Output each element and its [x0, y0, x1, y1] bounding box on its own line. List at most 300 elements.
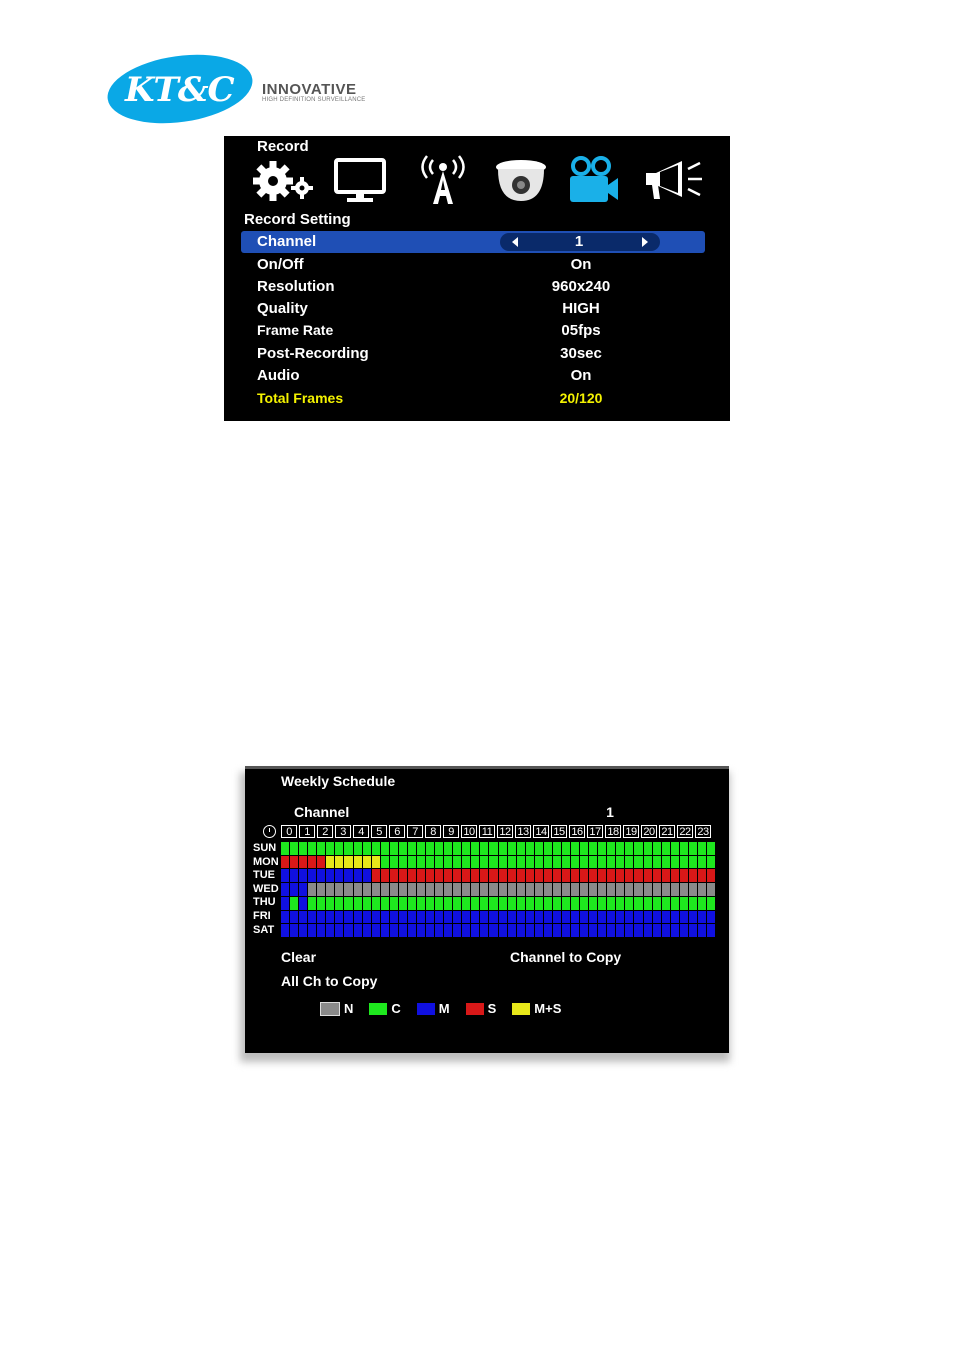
schedule-cell[interactable]: [290, 883, 298, 896]
schedule-cell[interactable]: [299, 897, 307, 910]
schedule-cell[interactable]: [372, 869, 380, 882]
schedule-cell[interactable]: [390, 856, 398, 869]
schedule-cell[interactable]: [281, 869, 289, 882]
schedule-cell[interactable]: [344, 897, 352, 910]
schedule-cell[interactable]: [598, 856, 606, 869]
schedule-cell[interactable]: [680, 924, 688, 937]
schedule-cell[interactable]: [480, 911, 488, 924]
schedule-cell[interactable]: [680, 869, 688, 882]
schedule-cell[interactable]: [707, 911, 715, 924]
schedule-cell[interactable]: [344, 911, 352, 924]
schedule-cell[interactable]: [290, 897, 298, 910]
schedule-cell[interactable]: [390, 897, 398, 910]
schedule-cell[interactable]: [471, 924, 479, 937]
schedule-cell[interactable]: [335, 911, 343, 924]
schedule-cell[interactable]: [363, 842, 371, 855]
audio-row[interactable]: [241, 365, 705, 387]
schedule-cell[interactable]: [471, 897, 479, 910]
schedule-cell[interactable]: [489, 897, 497, 910]
schedule-cell[interactable]: [462, 869, 470, 882]
schedule-cell[interactable]: [625, 856, 633, 869]
schedule-cell[interactable]: [580, 883, 588, 896]
schedule-cell[interactable]: [326, 883, 334, 896]
schedule-cell[interactable]: [372, 924, 380, 937]
schedule-cell[interactable]: [571, 856, 579, 869]
schedule-cell[interactable]: [571, 911, 579, 924]
schedule-cell[interactable]: [399, 883, 407, 896]
schedule-cell[interactable]: [444, 897, 452, 910]
schedule-cell[interactable]: [644, 897, 652, 910]
schedule-cell[interactable]: [435, 869, 443, 882]
schedule-cell[interactable]: [607, 897, 615, 910]
schedule-cell[interactable]: [489, 856, 497, 869]
megaphone-icon[interactable]: [640, 154, 708, 206]
schedule-cell[interactable]: [417, 856, 425, 869]
schedule-cell[interactable]: [363, 911, 371, 924]
schedule-cell[interactable]: [508, 856, 516, 869]
schedule-cell[interactable]: [517, 883, 525, 896]
schedule-cell[interactable]: [444, 869, 452, 882]
schedule-cell[interactable]: [535, 883, 543, 896]
schedule-cell[interactable]: [553, 897, 561, 910]
schedule-cell[interactable]: [625, 911, 633, 924]
schedule-cell[interactable]: [571, 842, 579, 855]
schedule-cell[interactable]: [625, 883, 633, 896]
schedule-cell[interactable]: [589, 897, 597, 910]
schedule-cell[interactable]: [698, 897, 706, 910]
schedule-cell[interactable]: [471, 856, 479, 869]
schedule-cell[interactable]: [698, 883, 706, 896]
schedule-cell[interactable]: [526, 856, 534, 869]
schedule-cell[interactable]: [707, 897, 715, 910]
schedule-cell[interactable]: [499, 869, 507, 882]
schedule-cell[interactable]: [453, 911, 461, 924]
schedule-cell[interactable]: [662, 842, 670, 855]
schedule-cell[interactable]: [453, 869, 461, 882]
schedule-cell[interactable]: [562, 883, 570, 896]
schedule-cell[interactable]: [698, 842, 706, 855]
schedule-cell[interactable]: [344, 856, 352, 869]
schedule-cell[interactable]: [426, 842, 434, 855]
schedule-cell[interactable]: [417, 897, 425, 910]
schedule-cell[interactable]: [417, 869, 425, 882]
schedule-cell[interactable]: [671, 856, 679, 869]
post-recording-row[interactable]: [241, 343, 705, 365]
schedule-cell[interactable]: [562, 869, 570, 882]
schedule-cell[interactable]: [326, 897, 334, 910]
schedule-cell[interactable]: [381, 883, 389, 896]
antenna-icon[interactable]: [416, 154, 470, 206]
schedule-cell[interactable]: [290, 869, 298, 882]
schedule-cell[interactable]: [317, 869, 325, 882]
schedule-cell[interactable]: [571, 897, 579, 910]
schedule-cell[interactable]: [344, 842, 352, 855]
schedule-cell[interactable]: [489, 883, 497, 896]
schedule-cell[interactable]: [453, 924, 461, 937]
schedule-cell[interactable]: [689, 883, 697, 896]
schedule-cell[interactable]: [517, 924, 525, 937]
schedule-cell[interactable]: [616, 924, 624, 937]
frame-rate-row[interactable]: [241, 320, 705, 342]
schedule-cell[interactable]: [290, 924, 298, 937]
schedule-cell[interactable]: [354, 924, 362, 937]
video-camera-icon[interactable]: [566, 154, 622, 206]
schedule-cell[interactable]: [625, 869, 633, 882]
schedule-cell[interactable]: [616, 842, 624, 855]
schedule-cell[interactable]: [589, 842, 597, 855]
schedule-cell[interactable]: [707, 883, 715, 896]
schedule-cell[interactable]: [426, 869, 434, 882]
schedule-cell[interactable]: [453, 856, 461, 869]
schedule-cell[interactable]: [326, 869, 334, 882]
schedule-cell[interactable]: [553, 911, 561, 924]
schedule-cell[interactable]: [680, 911, 688, 924]
schedule-cell[interactable]: [662, 924, 670, 937]
schedule-cell[interactable]: [390, 842, 398, 855]
schedule-cell[interactable]: [580, 897, 588, 910]
schedule-cell[interactable]: [326, 856, 334, 869]
schedule-cell[interactable]: [689, 869, 697, 882]
schedule-cell[interactable]: [508, 842, 516, 855]
schedule-cell[interactable]: [489, 869, 497, 882]
schedule-cell[interactable]: [698, 856, 706, 869]
schedule-cell[interactable]: [381, 869, 389, 882]
schedule-cell[interactable]: [499, 856, 507, 869]
schedule-cell[interactable]: [480, 869, 488, 882]
schedule-cell[interactable]: [281, 897, 289, 910]
gears-icon[interactable]: [252, 154, 316, 206]
schedule-cell[interactable]: [607, 856, 615, 869]
schedule-cell[interactable]: [517, 856, 525, 869]
schedule-cell[interactable]: [426, 897, 434, 910]
schedule-cell[interactable]: [326, 842, 334, 855]
schedule-cell[interactable]: [299, 883, 307, 896]
schedule-channel-value[interactable]: 1: [606, 804, 614, 820]
schedule-cell[interactable]: [607, 842, 615, 855]
schedule-cell[interactable]: [689, 897, 697, 910]
schedule-cell[interactable]: [662, 911, 670, 924]
schedule-cell[interactable]: [299, 856, 307, 869]
schedule-cell[interactable]: [553, 924, 561, 937]
schedule-cell[interactable]: [562, 897, 570, 910]
schedule-cell[interactable]: [535, 856, 543, 869]
schedule-cell[interactable]: [480, 856, 488, 869]
schedule-cell[interactable]: [462, 911, 470, 924]
schedule-cell[interactable]: [644, 883, 652, 896]
schedule-cell[interactable]: [290, 856, 298, 869]
schedule-cell[interactable]: [707, 869, 715, 882]
schedule-cell[interactable]: [680, 842, 688, 855]
schedule-cell[interactable]: [435, 897, 443, 910]
schedule-cell[interactable]: [535, 911, 543, 924]
schedule-cell[interactable]: [344, 883, 352, 896]
schedule-cell[interactable]: [326, 924, 334, 937]
schedule-cell[interactable]: [354, 856, 362, 869]
schedule-cell[interactable]: [499, 924, 507, 937]
schedule-cell[interactable]: [644, 924, 652, 937]
schedule-cell[interactable]: [417, 911, 425, 924]
schedule-cell[interactable]: [453, 842, 461, 855]
schedule-cell[interactable]: [544, 897, 552, 910]
schedule-cell[interactable]: [499, 883, 507, 896]
onoff-row[interactable]: [241, 254, 705, 276]
schedule-cell[interactable]: [598, 883, 606, 896]
schedule-cell[interactable]: [653, 924, 661, 937]
schedule-cell[interactable]: [589, 883, 597, 896]
schedule-cell[interactable]: [435, 842, 443, 855]
clear-button[interactable]: Clear: [281, 949, 317, 965]
schedule-cell[interactable]: [653, 897, 661, 910]
schedule-cell[interactable]: [444, 842, 452, 855]
schedule-cell[interactable]: [698, 924, 706, 937]
schedule-cell[interactable]: [526, 842, 534, 855]
schedule-cell[interactable]: [281, 911, 289, 924]
monitor-icon[interactable]: [332, 154, 388, 206]
schedule-cell[interactable]: [580, 911, 588, 924]
schedule-cell[interactable]: [381, 842, 389, 855]
schedule-cell[interactable]: [544, 869, 552, 882]
schedule-cell[interactable]: [535, 842, 543, 855]
schedule-cell[interactable]: [544, 911, 552, 924]
schedule-cell[interactable]: [634, 842, 642, 855]
schedule-cell[interactable]: [354, 883, 362, 896]
schedule-cell[interactable]: [508, 924, 516, 937]
schedule-cell[interactable]: [453, 897, 461, 910]
schedule-cell[interactable]: [399, 897, 407, 910]
schedule-cell[interactable]: [644, 842, 652, 855]
schedule-cell[interactable]: [308, 842, 316, 855]
schedule-cell[interactable]: [589, 856, 597, 869]
schedule-cell[interactable]: [634, 911, 642, 924]
schedule-cell[interactable]: [634, 883, 642, 896]
schedule-cell[interactable]: [480, 883, 488, 896]
schedule-cell[interactable]: [426, 911, 434, 924]
schedule-cell[interactable]: [662, 883, 670, 896]
schedule-cell[interactable]: [317, 842, 325, 855]
schedule-cell[interactable]: [417, 842, 425, 855]
schedule-cell[interactable]: [689, 856, 697, 869]
schedule-cell[interactable]: [444, 856, 452, 869]
schedule-cell[interactable]: [317, 883, 325, 896]
schedule-cell[interactable]: [489, 842, 497, 855]
schedule-cell[interactable]: [363, 897, 371, 910]
schedule-cell[interactable]: [354, 911, 362, 924]
dome-camera-icon[interactable]: [492, 154, 550, 206]
schedule-cell[interactable]: [435, 924, 443, 937]
schedule-cell[interactable]: [480, 842, 488, 855]
schedule-cell[interactable]: [526, 924, 534, 937]
schedule-cell[interactable]: [471, 842, 479, 855]
schedule-cell[interactable]: [553, 842, 561, 855]
schedule-cell[interactable]: [553, 883, 561, 896]
schedule-cell[interactable]: [399, 856, 407, 869]
schedule-cell[interactable]: [363, 869, 371, 882]
schedule-cell[interactable]: [508, 897, 516, 910]
schedule-cell[interactable]: [372, 842, 380, 855]
schedule-cell[interactable]: [308, 883, 316, 896]
schedule-cell[interactable]: [589, 911, 597, 924]
schedule-cell[interactable]: [526, 869, 534, 882]
schedule-cell[interactable]: [598, 924, 606, 937]
schedule-cell[interactable]: [372, 911, 380, 924]
schedule-cell[interactable]: [526, 883, 534, 896]
schedule-cell[interactable]: [335, 897, 343, 910]
schedule-cell[interactable]: [335, 869, 343, 882]
schedule-cell[interactable]: [571, 869, 579, 882]
schedule-cell[interactable]: [526, 897, 534, 910]
schedule-cell[interactable]: [653, 842, 661, 855]
schedule-cell[interactable]: [435, 883, 443, 896]
schedule-cell[interactable]: [471, 869, 479, 882]
schedule-cell[interactable]: [517, 911, 525, 924]
schedule-cell[interactable]: [662, 869, 670, 882]
schedule-cell[interactable]: [381, 897, 389, 910]
schedule-cell[interactable]: [625, 842, 633, 855]
schedule-cell[interactable]: [653, 911, 661, 924]
schedule-cell[interactable]: [354, 842, 362, 855]
schedule-cell[interactable]: [462, 883, 470, 896]
schedule-cell[interactable]: [308, 869, 316, 882]
schedule-cell[interactable]: [580, 924, 588, 937]
schedule-cell[interactable]: [417, 883, 425, 896]
schedule-cell[interactable]: [689, 911, 697, 924]
schedule-cell[interactable]: [317, 924, 325, 937]
schedule-cell[interactable]: [707, 842, 715, 855]
schedule-cell[interactable]: [634, 856, 642, 869]
schedule-cell[interactable]: [399, 911, 407, 924]
schedule-cell[interactable]: [480, 924, 488, 937]
schedule-cell[interactable]: [589, 869, 597, 882]
schedule-cell[interactable]: [634, 897, 642, 910]
schedule-cell[interactable]: [653, 869, 661, 882]
schedule-cell[interactable]: [616, 869, 624, 882]
schedule-cell[interactable]: [462, 856, 470, 869]
schedule-cell[interactable]: [689, 842, 697, 855]
schedule-cell[interactable]: [399, 869, 407, 882]
schedule-cell[interactable]: [326, 911, 334, 924]
schedule-cell[interactable]: [571, 924, 579, 937]
schedule-cell[interactable]: [390, 924, 398, 937]
schedule-cell[interactable]: [662, 856, 670, 869]
schedule-cell[interactable]: [644, 911, 652, 924]
schedule-cell[interactable]: [399, 924, 407, 937]
schedule-cell[interactable]: [462, 897, 470, 910]
schedule-cell[interactable]: [335, 924, 343, 937]
schedule-cell[interactable]: [390, 869, 398, 882]
schedule-cell[interactable]: [535, 924, 543, 937]
schedule-cell[interactable]: [471, 883, 479, 896]
schedule-cell[interactable]: [607, 924, 615, 937]
schedule-cell[interactable]: [317, 897, 325, 910]
schedule-cell[interactable]: [644, 869, 652, 882]
schedule-cell[interactable]: [281, 924, 289, 937]
schedule-cell[interactable]: [671, 924, 679, 937]
schedule-cell[interactable]: [698, 869, 706, 882]
schedule-cell[interactable]: [562, 924, 570, 937]
schedule-cell[interactable]: [344, 924, 352, 937]
schedule-cell[interactable]: [308, 897, 316, 910]
schedule-cell[interactable]: [644, 856, 652, 869]
schedule-cell[interactable]: [426, 856, 434, 869]
schedule-cell[interactable]: [381, 911, 389, 924]
schedule-cell[interactable]: [381, 856, 389, 869]
schedule-cell[interactable]: [335, 883, 343, 896]
schedule-cell[interactable]: [489, 911, 497, 924]
schedule-cell[interactable]: [544, 924, 552, 937]
schedule-cell[interactable]: [317, 856, 325, 869]
schedule-cell[interactable]: [698, 911, 706, 924]
schedule-cell[interactable]: [517, 897, 525, 910]
schedule-cell[interactable]: [598, 911, 606, 924]
schedule-cell[interactable]: [616, 856, 624, 869]
schedule-cell[interactable]: [607, 869, 615, 882]
schedule-cell[interactable]: [634, 869, 642, 882]
schedule-cell[interactable]: [499, 897, 507, 910]
schedule-cell[interactable]: [616, 883, 624, 896]
schedule-cell[interactable]: [707, 924, 715, 937]
schedule-cell[interactable]: [372, 856, 380, 869]
schedule-cell[interactable]: [299, 911, 307, 924]
schedule-cell[interactable]: [299, 924, 307, 937]
schedule-cell[interactable]: [390, 911, 398, 924]
schedule-cell[interactable]: [544, 856, 552, 869]
schedule-cell[interactable]: [680, 856, 688, 869]
schedule-cell[interactable]: [408, 897, 416, 910]
schedule-cell[interactable]: [499, 842, 507, 855]
schedule-cell[interactable]: [616, 911, 624, 924]
schedule-cell[interactable]: [281, 883, 289, 896]
schedule-cell[interactable]: [553, 869, 561, 882]
schedule-cell[interactable]: [281, 856, 289, 869]
schedule-cell[interactable]: [662, 897, 670, 910]
schedule-cell[interactable]: [408, 883, 416, 896]
schedule-cell[interactable]: [671, 869, 679, 882]
schedule-cell[interactable]: [598, 842, 606, 855]
schedule-cell[interactable]: [408, 856, 416, 869]
schedule-cell[interactable]: [471, 911, 479, 924]
schedule-cell[interactable]: [625, 924, 633, 937]
schedule-cell[interactable]: [462, 924, 470, 937]
schedule-cell[interactable]: [444, 924, 452, 937]
schedule-cell[interactable]: [671, 842, 679, 855]
schedule-cell[interactable]: [589, 924, 597, 937]
schedule-cell[interactable]: [489, 924, 497, 937]
schedule-cell[interactable]: [508, 911, 516, 924]
schedule-cell[interactable]: [544, 842, 552, 855]
resolution-row[interactable]: [241, 276, 705, 298]
schedule-cell[interactable]: [480, 897, 488, 910]
schedule-cell[interactable]: [689, 924, 697, 937]
schedule-cell[interactable]: [508, 883, 516, 896]
schedule-cell[interactable]: [399, 842, 407, 855]
schedule-cell[interactable]: [562, 856, 570, 869]
schedule-cell[interactable]: [344, 869, 352, 882]
schedule-cell[interactable]: [354, 869, 362, 882]
arrow-left-icon[interactable]: [512, 237, 518, 247]
schedule-cell[interactable]: [607, 911, 615, 924]
schedule-cell[interactable]: [553, 856, 561, 869]
schedule-cell[interactable]: [417, 924, 425, 937]
schedule-cell[interactable]: [290, 911, 298, 924]
schedule-cell[interactable]: [426, 883, 434, 896]
schedule-cell[interactable]: [462, 842, 470, 855]
schedule-cell[interactable]: [435, 856, 443, 869]
schedule-cell[interactable]: [390, 883, 398, 896]
schedule-cell[interactable]: [526, 911, 534, 924]
schedule-cell[interactable]: [580, 856, 588, 869]
all-ch-to-copy-button[interactable]: All Ch to Copy: [281, 973, 378, 989]
quality-row[interactable]: [241, 298, 705, 320]
